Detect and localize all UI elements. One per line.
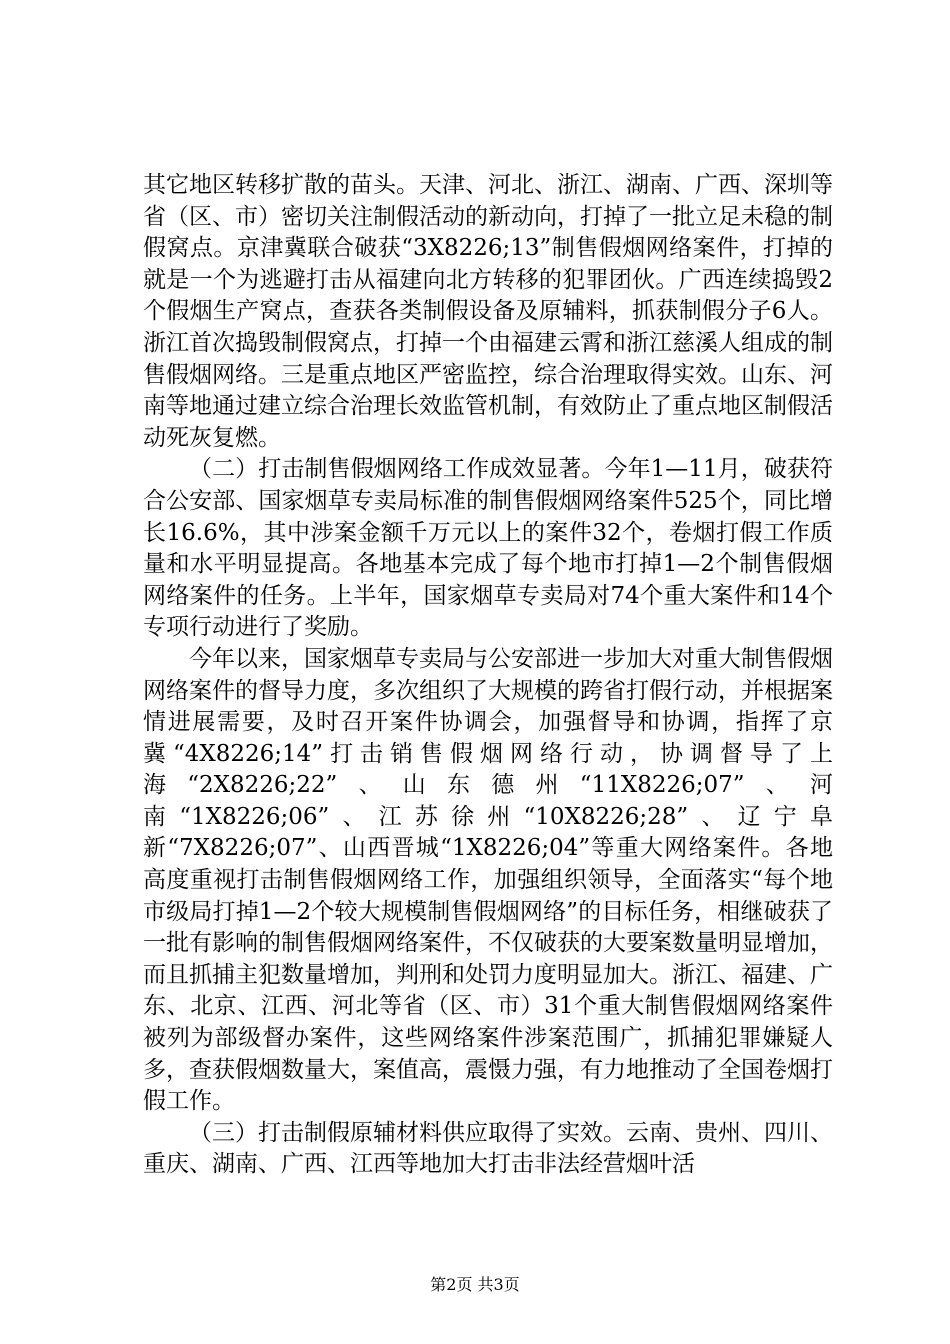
paragraph-continued: 其它地区转移扩散的苗头。天津、河北、浙江、湖南、广西、深圳等省（区、市）密切关注制假活动的新动向，打掉了一批立足未稳的制假窝点。京津冀联合破获“3X8226;13”制售假烟网络案件，打掉的就是一个为逃避打击从福建向北方转移的犯罪团伙。广西连续捣毁2个假烟生产窝点，查获各类制假设备及原辅料，抓获制假分子6人。浙江首次捣毁制假窝点，打掉一个由福建云霄和浙江慈溪人组成的制售假烟网络。三是重点地区严密监控，综合治理取得实效。山东、河南等地通过建立综合治理长效监管机制，有效防止了重点地区制假活动死灰复燃。: [143, 172, 833, 451]
paragraph-section-two: （二）打击制售假烟网络工作成效显著。今年1—11月，破获符合公安部、国家烟草专卖局标准的制售假烟网络案件525个，同比增长16.6%，其中涉案金额千万元以上的案件32个，卷烟打假工作质量和水平明显提高。各地基本完成了每个地市打掉1—2个制售假烟网络案件的任务。上半年，国家烟草专卖局对74个重大案件和14个专项行动进行了奖励。: [143, 456, 833, 641]
page-number-footer: 第2页 共3页: [430, 1275, 520, 1294]
paragraph-section-three: （三）打击制假原辅材料供应取得了实效。云南、贵州、四川、重庆、湖南、广西、江西等地加大打击非法经营烟叶活: [143, 1119, 833, 1178]
paragraph-this-year: 今年以来，国家烟草专卖局与公安部进一步加大对重大制售假烟网络案件的督导力度，多次组织了大规模的跨省打假行动，并根据案情进展需要，及时召开案件协调会，加强督导和协调，指挥了京冀“4X8226;14”打击销售假烟网络行动，协调督导了上海“2X8226;22”、山东德州“11X8226;07”、河南“1X8226;06”、江苏徐州“10X8226;28”、辽宁阜新“7X8226;07”、山西晋城“1X8226;04”等重大网络案件。各地高度重视打击制售假烟网络工作，加强组织领导，全面落实“每个地市级局打掉1—2个较大规模制售假烟网络”的目标任务，相继破获了一批有影响的制售假烟网络案件，不仅破获的大要案数量明显增加，而且抓捕主犯数量增加，判刑和处罚力度明显加大。浙江、福建、广东、北京、江西、河北等省（区、市）31个重大制售假烟网络案件被列为部级督办案件，这些网络案件涉案范围广，抓捕犯罪嫌疑人多，查获假烟数量大，案值高，震慑力强，有力地推动了全国卷烟打假工作。: [143, 645, 833, 1115]
document-body: [143, 170, 833, 1181]
